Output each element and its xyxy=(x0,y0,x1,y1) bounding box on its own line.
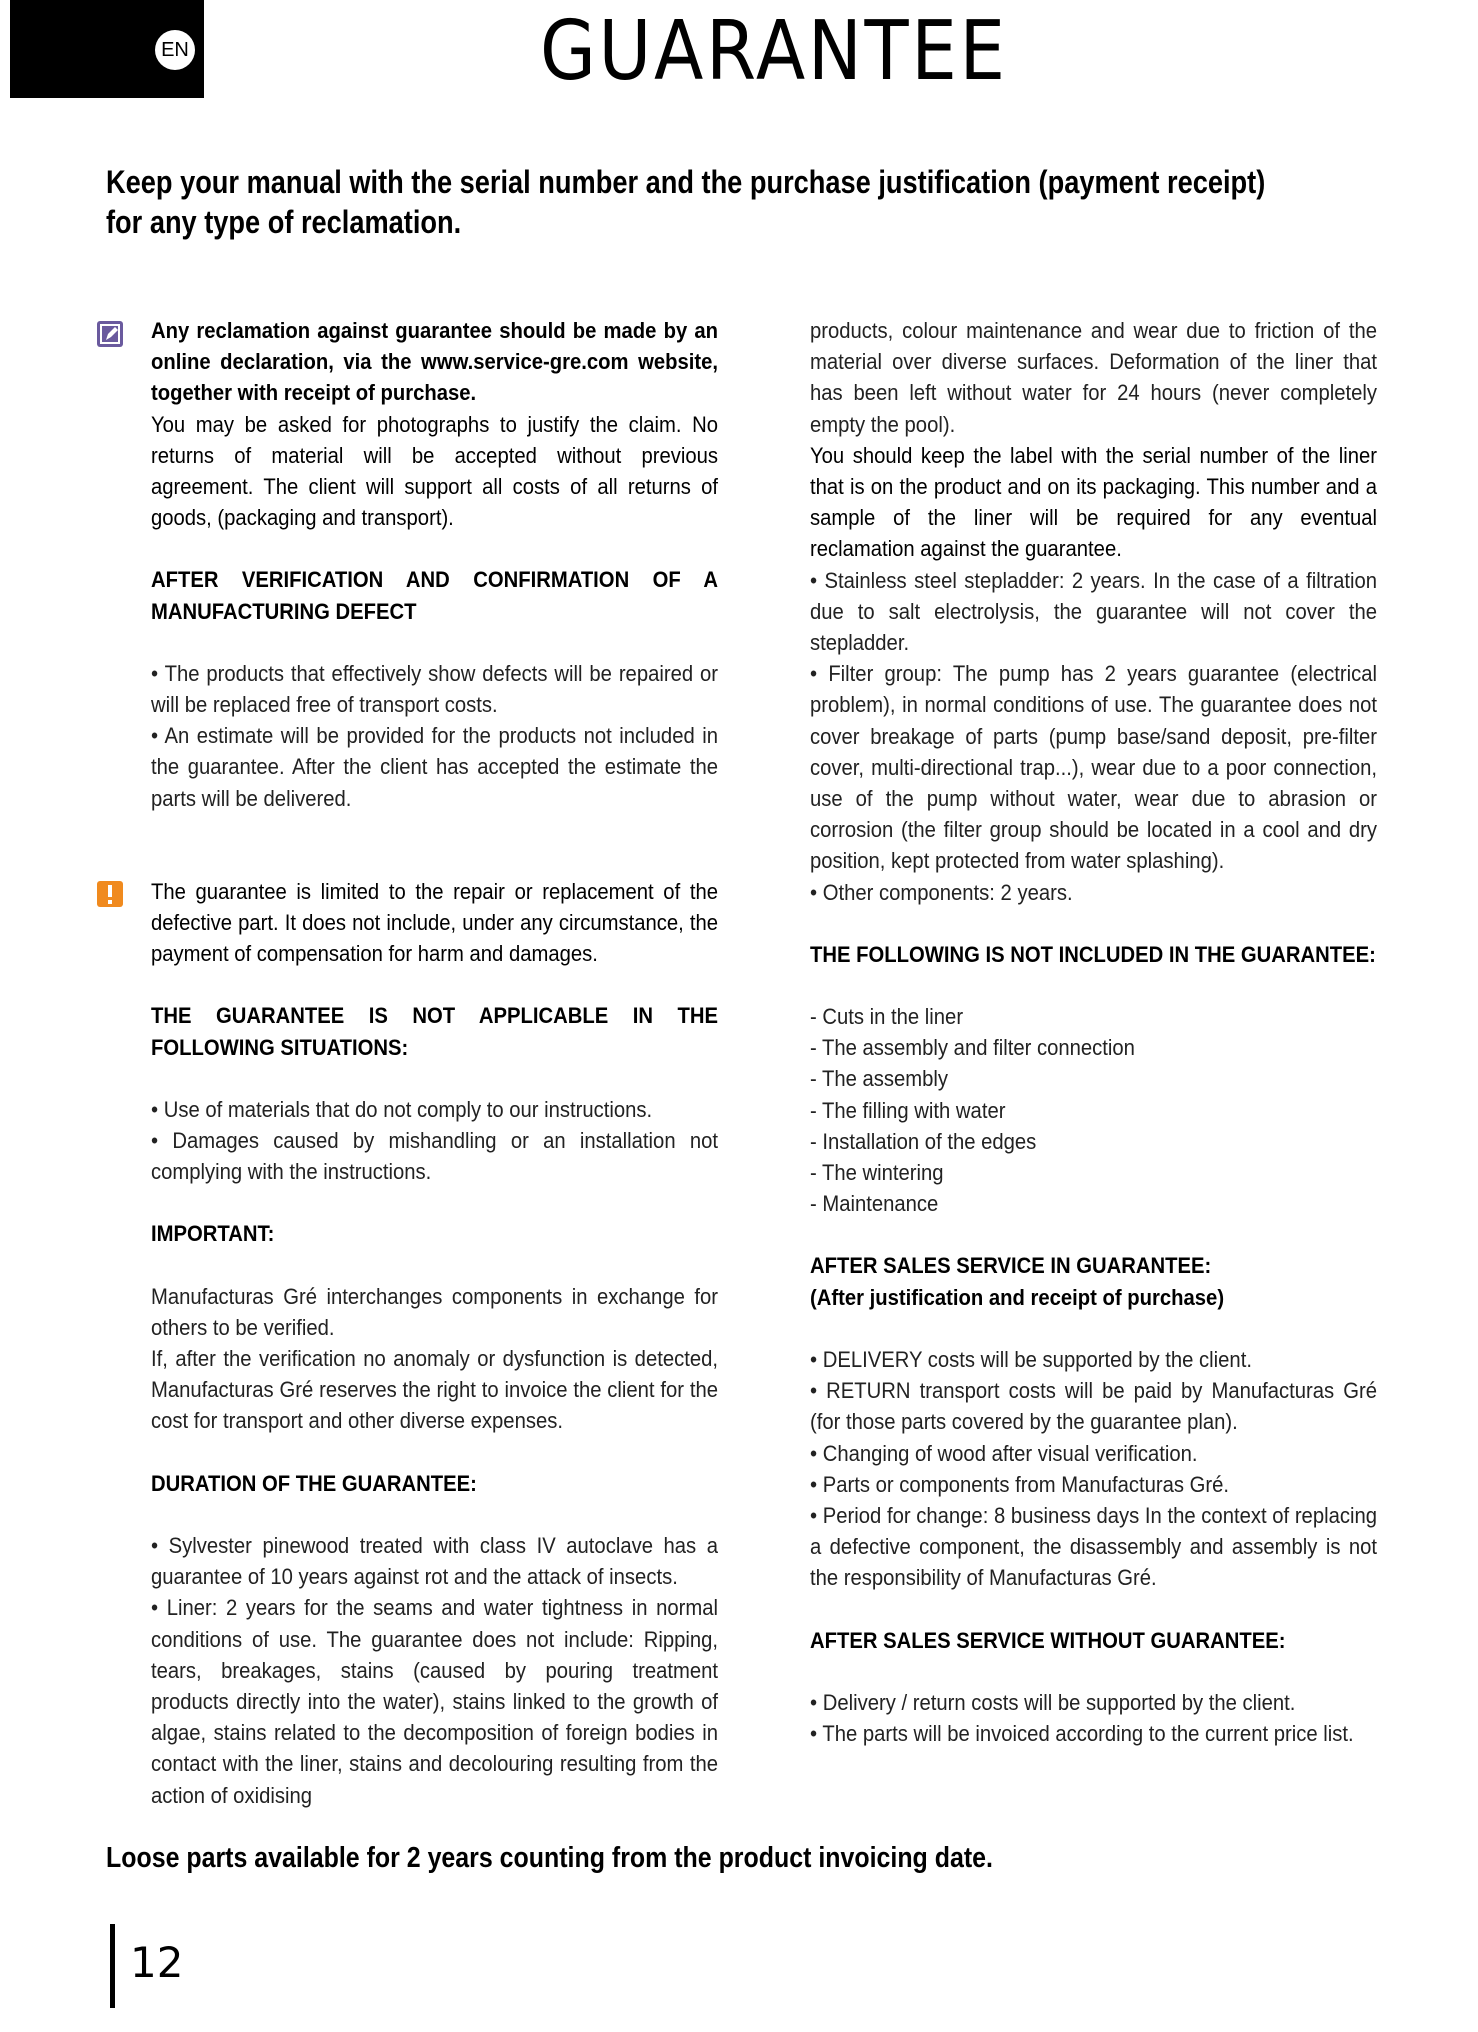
list-item: If, after the verification no anomaly or dysfunction is detected, Manufacturas Gré reserves the right to invoice the client for the cost for transport and other diverse expenses. xyxy=(151,1346,718,1434)
list-item: • Filter group: The pump has 2 years guarantee (electrical problem), in normal conditions of use. The guarantee does not cover breakage of parts (pump base/sand deposit, pre-filter cover, multi-directional trap...), wear due to a poor connection, use of the pump without water, wear due to abrasion or corrosion (the filter group should be located in a cool and dry position, kept protected from water splashing). xyxy=(810,661,1377,874)
list-item: • Period for change: 8 business days In the context of replacing a defective component, the disassembly and assembly is not the responsibility of Manufacturas Gré. xyxy=(810,1502,1377,1591)
intro-statement: Keep your manual with the serial number and the purchase justification (payment receipt) for any type of reclamation. xyxy=(106,164,1266,240)
right-column xyxy=(810,315,1377,1749)
service-in-guarantee-heading: AFTER SALES SERVICE IN GUARANTEE: xyxy=(810,1253,1212,1279)
left-column xyxy=(151,315,718,1811)
loose-parts-note: Loose parts available for 2 years counting from the product invoicing date. xyxy=(106,1842,993,1874)
list-item: • An estimate will be provided for the products not included in the guarantee. After the client has accepted the estimate the parts will be delivered. xyxy=(151,723,718,811)
list-item: • Stainless steel stepladder: 2 years. In the case of a filtration due to salt electrolysis, the guarantee will not cover the stepladder. xyxy=(810,567,1377,656)
list-item: - The assembly xyxy=(810,1066,949,1092)
list-item: - The wintering xyxy=(810,1160,944,1186)
not-included-heading: THE FOLLOWING IS NOT INCLUDED IN THE GUARANTEE: xyxy=(810,941,1376,967)
list-item: Manufacturas Gré interchanges components in exchange for others to be verified. xyxy=(151,1283,718,1340)
not-applicable-heading: THE GUARANTEE IS NOT APPLICABLE IN THE FOLLOWING SITUATIONS: xyxy=(151,1003,718,1060)
service-without-guarantee-heading: AFTER SALES SERVICE WITHOUT GUARANTEE: xyxy=(810,1627,1286,1653)
list-item: - Cuts in the liner xyxy=(810,1004,964,1030)
important-heading: IMPORTANT: xyxy=(151,1221,275,1247)
warning-icon xyxy=(96,880,124,908)
page-number: 12 xyxy=(130,1938,184,1987)
duration-heading: DURATION OF THE GUARANTEE: xyxy=(151,1470,477,1496)
list-item: • DELIVERY costs will be supported by the client. xyxy=(810,1346,1252,1372)
label-note: You should keep the label with the serial number of the liner that is on the product and on its packaging. This number and a sample of the liner will be required for any eventual reclamation against the guarantee. xyxy=(810,442,1377,562)
edit-icon xyxy=(96,320,124,348)
online-declaration-note: Any reclamation against guarantee should be made by an online declaration, via the www.service-gre.com website, together with receipt of purchase. xyxy=(151,318,718,406)
list-item: • Damages caused by mishandling or an installation not complying with the instructions. xyxy=(151,1128,718,1185)
page-number-bar xyxy=(110,1924,115,2008)
list-item: • Use of materials that do not comply to our instructions. xyxy=(151,1096,653,1122)
list-item: - Maintenance xyxy=(810,1191,939,1217)
liner-continued-text: products, colour maintenance and wear due to friction of the material over diverse surfaces. Deformation of the liner that has been left without water for 24 hours (never completely empty the pool). xyxy=(810,318,1377,437)
list-item: • RETURN transport costs will be paid by Manufacturas Gré (for those parts covered by the guarantee plan). xyxy=(810,1378,1377,1435)
list-item: - The filling with water xyxy=(810,1097,1006,1123)
list-item: • Parts or components from Manufacturas Gré. xyxy=(810,1471,1230,1497)
page-title: GUARANTEE xyxy=(540,4,1008,99)
list-item: - Installation of the edges xyxy=(810,1128,1037,1154)
list-item: • Sylvester pinewood treated with class IV autoclave has a guarantee of 10 years against rot and the attack of insects. xyxy=(151,1532,718,1590)
list-item: • Other components: 2 years. xyxy=(810,879,1073,905)
list-item: • Delivery / return costs will be supported by the client. xyxy=(810,1689,1296,1715)
after-verification-heading: AFTER VERIFICATION AND CONFIRMATION OF A MANUFACTURING DEFECT xyxy=(151,567,718,624)
list-item: • Changing of wood after visual verification. xyxy=(810,1440,1198,1466)
list-item: • The products that effectively show defects will be repaired or will be replaced free of transport costs. xyxy=(151,660,718,718)
online-declaration-text: You may be asked for photographs to justify the claim. No returns of material will be accepted without previous agreement. The client will support all costs of all returns of goods, (packaging and transport). xyxy=(151,411,718,531)
header-black-block xyxy=(10,0,204,98)
language-badge: EN xyxy=(155,30,195,70)
list-item: • Liner: 2 years for the seams and water tightness in normal conditions of use. The guarantee does not include: Ripping, tears, breakages, stains (caused by pouring treatment products directly into the water), stains linked to the growth of algae, stains related to the decomposition of foreign bodies in contact with the liner, stains and decolouring resulting from the action of oxidising xyxy=(151,1595,718,1808)
list-item: • The parts will be invoiced according to the current price list. xyxy=(810,1720,1354,1746)
service-in-guarantee-subheading: (After justification and receipt of purchase) xyxy=(810,1284,1225,1310)
list-item: - The assembly and filter connection xyxy=(810,1035,1135,1061)
guarantee-limit-note: The guarantee is limited to the repair or replacement of the defective part. It does not include, under any circumstance, the payment of compensation for harm and damages. xyxy=(151,878,718,967)
